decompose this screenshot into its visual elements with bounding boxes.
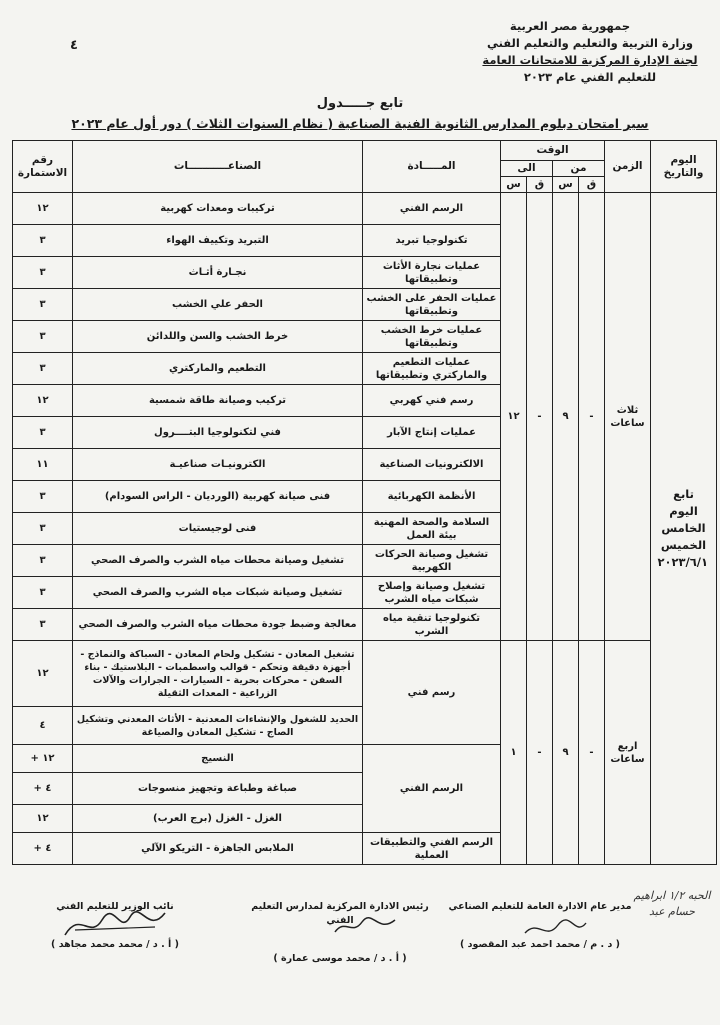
industry-cell: تشغيل وصيانة شبكات مياه الشرب والصرف الصحي — [73, 577, 363, 609]
to-s-1: ١٢ — [501, 193, 527, 641]
subject-cell: الأنظمة الكهربائية — [363, 481, 501, 513]
subject-cell: الالكترونيات الصناعية — [363, 449, 501, 481]
header-line-1: جمهورية مصر العربية — [509, 19, 631, 33]
subject-cell: الرسم الفني والتطبيقات العملية — [363, 833, 501, 865]
header-industries: الصناعـــــــــــات — [73, 141, 363, 193]
header-to-s: س — [501, 177, 527, 193]
to-q-2: - — [527, 641, 553, 865]
industry-cell: التبريد وتكييف الهواء — [73, 225, 363, 257]
industry-cell: النسيج — [73, 745, 363, 773]
industry-cell: الحديد للشغول والإنشاءات المعدنية - الأثاث المعدني وتشكيل الصاج - تشكيل المعادن والصياغة — [73, 707, 363, 745]
form-number-cell: ١٢ + — [13, 745, 73, 773]
duration-cell-2: اربع ساعات — [605, 641, 651, 865]
day-cell: تابع اليوم الخامس الخميس ٢٠٢٣/٦/١ — [651, 193, 717, 865]
ministry-header — [480, 18, 700, 86]
industry-cell: معالجة وضبط جودة محطات مياه الشرب والصرف الصحي — [73, 609, 363, 641]
form-number-cell: ٤ — [13, 707, 73, 745]
form-number-cell: ٣ — [13, 513, 73, 545]
industry-cell: صباغة وطباعة وتجهيز منسوجات — [73, 773, 363, 805]
form-number-cell: ١٢ — [13, 193, 73, 225]
form-number-cell: ٣ — [13, 321, 73, 353]
form-number-cell: ٣ — [13, 289, 73, 321]
subject-cell: عمليات إنتاج الآبار — [363, 417, 501, 449]
form-number-cell: ٣ — [13, 417, 73, 449]
handwritten-note: الحبه ١/٢ ابراهيم حسام عبد — [633, 889, 711, 918]
form-number-cell: ٣ — [13, 257, 73, 289]
subject-cell: رسم فني كهربي — [363, 385, 501, 417]
industry-cell: الغزل - الغزل (برج العرب) — [73, 805, 363, 833]
signature-title: رئيس الادارة المركزية لمدارس التعليم الفني — [251, 901, 429, 926]
subject-cell: تكنولوجيا تنقية مياه الشرب — [363, 609, 501, 641]
form-number-cell: ١١ — [13, 449, 73, 481]
industry-cell: تشغيل المعادن - تشكيل ولحام المعادن - السباكة والنماذج - أجهزة دقيقة وتحكم - قوالب واسطمبات - البلاستيك - بناء السفن - محركات بحرية - السيارات - الجرارات والآلات الزراعية - المعدات الثقيلة — [73, 641, 363, 707]
from-s-1: ٩ — [553, 193, 579, 641]
form-number-cell: ٤ + — [13, 773, 73, 805]
industry-cell: تركيبات ومعدات كهربية — [73, 193, 363, 225]
header-day: اليوم والتاريخ — [651, 141, 717, 193]
industry-cell: نجـارة أثـاث — [73, 257, 363, 289]
industry-cell: الملابس الجاهزة - التريكو الآلي — [73, 833, 363, 865]
subject-cell: عمليات التطعيم والماركتري وتطبيقاتها — [363, 353, 501, 385]
signature-title: نائب الوزير للتعليم الفني — [56, 901, 174, 912]
handwritten-signature-middle — [330, 910, 400, 940]
from-s-2: ٩ — [553, 641, 579, 865]
header-subject: المـــــادة — [363, 141, 501, 193]
from-q-1: - — [579, 193, 605, 641]
header-time: الوقت — [501, 141, 605, 161]
industry-cell: فنى صيانة كهربية (الورديان - الراس السودام) — [73, 481, 363, 513]
document-title: تابع جـــــدول — [316, 96, 404, 111]
subject-cell: رسم فني — [363, 641, 501, 745]
table-row — [13, 641, 717, 707]
form-number-cell: ٣ — [13, 609, 73, 641]
header-line-2: وزارة التربية والتعليم والتعليم الفني — [486, 36, 694, 50]
header-from: من — [553, 161, 605, 177]
handwritten-signature-left — [60, 905, 170, 945]
form-number-cell: ٣ — [13, 481, 73, 513]
document-subtitle: سير امتحان دبلوم المدارس الثانوية الفنية الصناعية ( نظام السنوات الثلاث ) دور أول عام ٢٠٢٣ — [71, 116, 649, 131]
industry-cell: فني لتكنولوجيا البتــــرول — [73, 417, 363, 449]
header-form-number: رقم الاستمارة — [13, 141, 73, 193]
subject-cell: الرسم الفني — [363, 193, 501, 225]
industry-cell: تركيب وصيانة طاقة شمسية — [73, 385, 363, 417]
page-number: ٤ — [70, 38, 78, 53]
duration-cell-1: ثلاث ساعات — [605, 193, 651, 641]
header-line-3: لجنة الإدارة المركزية للامتحانات العامة — [482, 53, 698, 67]
subject-cell: تكنولوجيا تبريد — [363, 225, 501, 257]
subject-cell: عمليات خرط الخشب وتطبيقاتها — [363, 321, 501, 353]
form-number-cell: ١٢ — [13, 641, 73, 707]
exam-schedule-table — [12, 140, 717, 865]
industry-cell: خرط الخشب والسن واللدائن — [73, 321, 363, 353]
subject-cell: عمليات الحفر على الخشب وتطبيقاتها — [363, 289, 501, 321]
industry-cell: فنى لوجيستيات — [73, 513, 363, 545]
form-number-cell: ١٢ — [13, 805, 73, 833]
header-line-4: للتعليم الفني عام ٢٠٢٣ — [523, 70, 657, 84]
form-number-cell: ٣ — [13, 577, 73, 609]
signature-name: ( أ . د / محمد محمد مجاهد ) — [51, 939, 179, 950]
subject-cell: تشغيل وصيانة وإصلاح شبكات مياه الشرب — [363, 577, 501, 609]
header-from-q: ق — [579, 177, 605, 193]
industry-cell: الحفر علي الخشب — [73, 289, 363, 321]
form-number-cell: ٣ — [13, 353, 73, 385]
form-number-cell: ٤ + — [13, 833, 73, 865]
subject-cell: السلامة والصحة المهنية بيئة العمل — [363, 513, 501, 545]
header-from-s: س — [553, 177, 579, 193]
subject-cell: تشغيل وصيانة الحركات الكهربية — [363, 545, 501, 577]
industry-cell: التطعيم والماركتري — [73, 353, 363, 385]
header-to-q: ق — [527, 177, 553, 193]
to-s-2: ١ — [501, 641, 527, 865]
handwritten-signature-right — [520, 915, 590, 945]
industry-cell: تشغيل وصيانة محطات مياه الشرب والصرف الصحي — [73, 545, 363, 577]
subject-cell: عمليات نجارة الأثاث وتطبيقاتها — [363, 257, 501, 289]
signature-name: ( أ . د / محمد موسى عمارة ) — [273, 953, 407, 964]
to-q-1: - — [527, 193, 553, 641]
form-number-cell: ١٢ — [13, 385, 73, 417]
header-to: الى — [501, 161, 553, 177]
header-duration: الزمن — [605, 141, 651, 193]
form-number-cell: ٣ — [13, 225, 73, 257]
from-q-2: - — [579, 641, 605, 865]
subject-cell: الرسم الفني — [363, 745, 501, 833]
table-row — [13, 193, 717, 225]
industry-cell: الكترونيـات صناعيـة — [73, 449, 363, 481]
signature-name: ( د . م / محمد احمد عبد المقصود ) — [460, 939, 620, 950]
signature-title: مدير عام الادارة العامة للتعليم الصناعي — [448, 901, 632, 912]
form-number-cell: ٣ — [13, 545, 73, 577]
